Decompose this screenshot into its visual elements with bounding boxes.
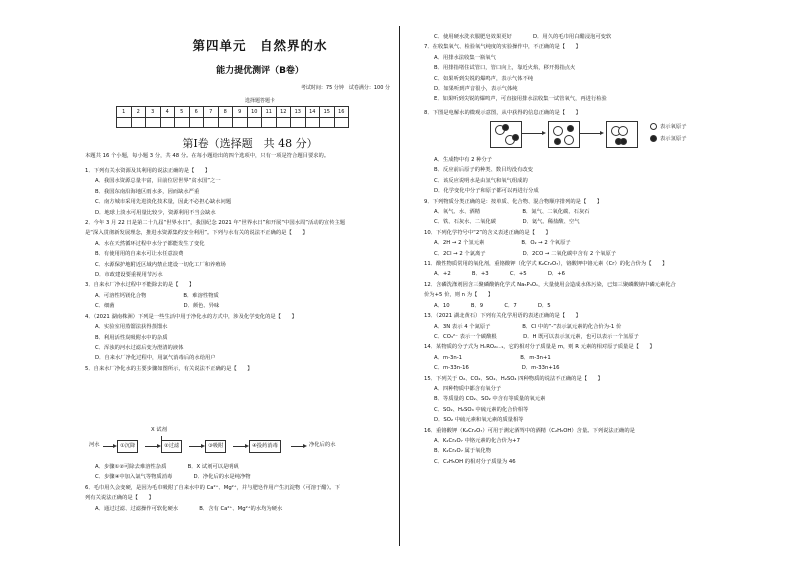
step-disinfect: ④投药消毒 (249, 440, 281, 453)
question-line: D．化学变化中分子和原子都可以再进行分成 (434, 188, 539, 195)
question-line: A．2H → 2 个氢元素 B．O₂ → 2 个氧原子 (434, 240, 571, 247)
question-line: A．生成物中有 2 种分子 (434, 157, 493, 163)
question-line: 16．重铬酸钾（K₂Cr₂O₇）可用于测定酒驾中的酒精（C₂H₅OH）含量。下列说法正确的是 (424, 427, 635, 434)
column-divider (399, 26, 400, 546)
question-line: C．CO₃²⁻ 表示一个碳酸根 D．H 既可以表示氢元素，也可以表示一个氢原子 (434, 333, 639, 340)
question-line: 15．下列关于 O₂、CO₂、SO₂、H₂SO₄ 四种物质的说法不正确的是【 】 (424, 375, 603, 382)
right-question-block-2 (424, 155, 676, 467)
question-line: A．+2 B．+3 C．+5 D．+6 (434, 271, 566, 278)
page-subtitle: 能力提优测评（B卷） (216, 66, 304, 76)
answer-cell[interactable] (189, 117, 204, 128)
mol-panel-middle (548, 121, 580, 148)
question-line: C．使用硬水洗衣服肥皂效果更好 D．用久的毛巾用白醋浸泡可变软 (434, 34, 612, 40)
answer-cell[interactable] (218, 117, 233, 128)
question-line: A．实验室用蒸馏法获得蒸馏水 (95, 324, 168, 331)
question-line: A．m-3n-1 B．m-3n+1 (434, 354, 551, 361)
product-label: 净化后的水 (307, 440, 338, 451)
question-line: 2．今年 3 月 22 日是第二十九届“世界水日”，我国纪念 2021 年“世界水日”和开展“中国水周”活动的宣传主题 (85, 220, 346, 227)
question-line: 价为+5 价，则 n 为【 】 (424, 292, 494, 299)
left-question-block-2 (85, 462, 340, 514)
answer-number: 7 (204, 107, 219, 118)
answer-cell[interactable] (320, 117, 335, 128)
answer-number: 10 (247, 107, 262, 118)
question-line: C．南方城市采用先进淡化技术量，因此不必担心缺水问题 (95, 199, 232, 206)
question-line: D．市政建设要重视用节污水 (95, 272, 163, 279)
question-line: A．通过过滤、过滤操作可软化硬水 B．含有 Ca²⁺、Mg²⁺的水均为硬水 (95, 505, 283, 512)
right-question-block-1 (424, 32, 611, 105)
question-line: 12．含磷洗涤剂因含三聚磷酸钠化学式 Na₅P₃Oₙ，大量使用会造成水体污染，已知三聚磷酸钠中磷元素化合 (424, 281, 676, 288)
question-line: 列有关说法正确的是【 】 (85, 495, 154, 502)
question-line: A．K₂Cr₂O₇ 中铬元素的化合价为+7 (434, 437, 520, 444)
answer-number: 12 (276, 107, 291, 118)
question-line: D．SO₂ 中硫元素和氧元素的质量相等 (434, 417, 524, 424)
question-line: B．K₂Cr₂O₇ 属于氧化物 (434, 448, 491, 455)
question-line: C．步骤④中加入氯气等物质消毒 D．净化后的水是纯净物 (95, 474, 251, 481)
question-line: C．C₂H₅OH 的相对分子质量为 46 (434, 458, 516, 465)
question-line: 13．（2021 湖北黄石）下列有关化学用语的表述正确的是【 】 (424, 313, 581, 320)
question-line: C．该反应说明水是由氢气和氧气组成的 (434, 177, 528, 184)
question-line: C．SO₂、H₂SO₄ 中硫元素的化合价相等 (434, 406, 529, 413)
question-line: A．可溶性钙镁化合物 B．难溶性物质 (95, 292, 219, 299)
answer-number: 8 (218, 107, 233, 118)
answer-cell[interactable] (146, 117, 161, 128)
question-line: A．10 B．9 C．7 D．5 (434, 302, 551, 309)
question-line: B．反应前后原子的种类、数目均没有改变 (434, 167, 533, 174)
question-line: A．四种物质中都含有氧分子 (434, 385, 502, 392)
oxygen-atom-icon (650, 123, 657, 130)
reagent-label: X 试剂 (149, 425, 169, 436)
question-line: B．利用活性炭吸附水中的杂质 (95, 334, 168, 341)
question-line: 9．下列物质分类正确的是：按单质、化合物、混合物顺序排列的是【 】 (424, 198, 603, 205)
answer-number: 14 (305, 107, 320, 118)
water-purification-diagram (89, 427, 395, 458)
question-line: B．等质量的 CO₂、SO₂ 中含有等质量的氧元素 (434, 396, 546, 403)
answer-number: 2 (131, 107, 146, 118)
question-line: D．自来水厂净化过程中，用氯气消毒后的水给用户 (95, 355, 216, 362)
answer-number: 5 (175, 107, 190, 118)
answer-cell[interactable] (334, 117, 349, 128)
answer-cell[interactable] (233, 117, 248, 128)
question-line: 5．自来水厂净化水的主要步骤如图所示，有关说法不正确的是【 】 (85, 365, 253, 372)
question-line: 10．下列化学符号中“2”的含义表述正确的是【 】 (424, 229, 551, 236)
answer-cell[interactable] (175, 117, 190, 128)
left-question-block-1 (85, 166, 345, 374)
answer-cell[interactable] (131, 117, 146, 128)
answer-cell[interactable] (160, 117, 175, 128)
question-line: 14．某物质的分子式为 HₙRO₂ₙ₋₁，它的相对分子质量是 m，则 R 元素的相对原子质量是【 】 (424, 344, 655, 351)
question-line: B．用排指堵住试管口，管口向上，靠近火焰，移开拇指点火 (434, 65, 576, 72)
answer-cell[interactable] (204, 117, 219, 128)
question-line: 是“深入贯彻新发展理念，推进水资源集约安全利用”。下列与水有关的说法不正确的是【 】 (85, 230, 308, 237)
answer-cell[interactable] (262, 117, 277, 128)
page-title: 第四单元 自然界的水 (192, 38, 328, 53)
molecule-legend (650, 121, 687, 145)
exam-meta: 考试时间：75 分钟 试卷满分：100 分 (300, 85, 390, 91)
hydrogen-atom-icon (650, 135, 657, 142)
answer-number: 15 (320, 107, 335, 118)
question-line: 1．下列有关水资源及其利用的说法正确的是【 】 (85, 168, 211, 174)
answer-number: 4 (160, 107, 175, 118)
question-line: A．水在天然循环过程中水分子都能发生了变化 (95, 240, 205, 247)
answer-number: 13 (291, 107, 306, 118)
q8-stem: 8．下图是电解水的微观示意图，从中获得的信息正确的是【 】 (424, 110, 581, 116)
mol-panel-products (606, 121, 638, 148)
answer-number: 1 (117, 107, 132, 118)
section-note: 本题共 16 个小题，每小题 3 分，共 48 分。在每小题给出的四个选项中，只有一项是符合题目要求的。 (85, 153, 330, 159)
question-line: C．如果听到尖锐的爆鸣声，表示气体不纯 (434, 75, 534, 82)
answer-cell[interactable] (117, 117, 132, 128)
answer-cell[interactable] (276, 117, 291, 128)
source-label: 河水 (87, 440, 102, 451)
question-line: C．浑浊的河水过滤后变为澄清的液体 (95, 344, 184, 351)
answer-card-table (116, 106, 349, 128)
question-line: A．3N 表示 4 个氮原子 B．Cl 中的“-”表示氯元素的化合价为-1 价 (434, 323, 622, 330)
question-line: 4．（2021 湖南株洲）下列是一些生活中用于净化水的方式中，涉及化学变化的是【 】 (85, 313, 297, 320)
answer-cell[interactable] (305, 117, 320, 128)
step-filter: ②过滤 (161, 440, 182, 453)
question-line: A．用排水法收集一瓶氧气 (434, 54, 496, 61)
question-line: C．铁、石灰水、二氧化碳 D．氦气、稀盐酸、空气 (434, 219, 580, 226)
question-line: 7．在收集氧气、检验氧气纯度的实验操作中，不正确的是【 】 (424, 44, 581, 51)
question-line: C．水源保护地附近区域内禁止建设一切化工厂和养殖场 (95, 261, 226, 268)
answer-number: 3 (146, 107, 161, 118)
answer-number: 11 (262, 107, 277, 118)
answer-number: 9 (233, 107, 248, 118)
section-title: 第Ⅰ卷（选择题 共 48 分） (182, 137, 318, 150)
question-line: B．我国东南沿海地区雨水多，因而缺水严重 (95, 188, 200, 195)
answer-card-label: 选择题答题卡 (244, 98, 275, 104)
question-line: B．有使用用的自来水可让水任意浪费 (95, 251, 184, 258)
question-line: C．m-33n-16 D．m-33n+16 (434, 365, 560, 372)
answer-cell[interactable] (291, 117, 306, 128)
question-line: D．地球上淡水可用量比较少，资源利用不当会缺水 (95, 209, 216, 216)
answer-number: 16 (334, 107, 349, 118)
question-line: E．如果听到尖锐的爆鸣声，可直接用排水法收集一试管氧气，再进行检验 (434, 96, 607, 103)
question-line: A．我国水资源总量丰富，目前位居世界“贫水国”之一 (95, 178, 221, 185)
question-line: C．细菌 D．颜色、异味 (95, 303, 220, 310)
question-line: D．如果听到声音很小，表示气体纯 (434, 86, 518, 93)
question-line: 6．毛巾用久会变硬，是因为毛巾吸附了自来水中的 Ca²⁺、Mg²⁺，并与肥皂作用产生沉淀物（可溶于醋）。下 (85, 484, 340, 491)
mol-panel-water (490, 121, 522, 148)
question-line: 11．酸性物质常用的氧化剂，重铬酸钾（化学式 K₂Cr₂O₇），铬酸钾中铬元素（Cr）的化合价为【 】 (424, 261, 668, 268)
step-adsorb: ③吸附 (205, 440, 226, 453)
step-settle: ①沉降 (117, 440, 138, 453)
answer-cell[interactable] (247, 117, 262, 128)
question-line: 3．自来水厂净水过程中不能除去的是【 】 (85, 282, 195, 289)
question-line: A．步骤①②可除去难溶性杂质 B．X 试剂可以是明矾 (95, 464, 239, 470)
answer-number: 6 (189, 107, 204, 118)
legend-oxygen: 表示氧原子 (660, 124, 687, 130)
legend-hydrogen: 表示氢原子 (660, 136, 687, 142)
question-line: A．氧气、水、酒精 B．氮气、二氧化碳、石灰石 (434, 209, 590, 216)
question-line: C．2Cl → 2 个氯离子 D．2CO → 二氧化碳中含有 2 个氧原子 (434, 250, 617, 257)
